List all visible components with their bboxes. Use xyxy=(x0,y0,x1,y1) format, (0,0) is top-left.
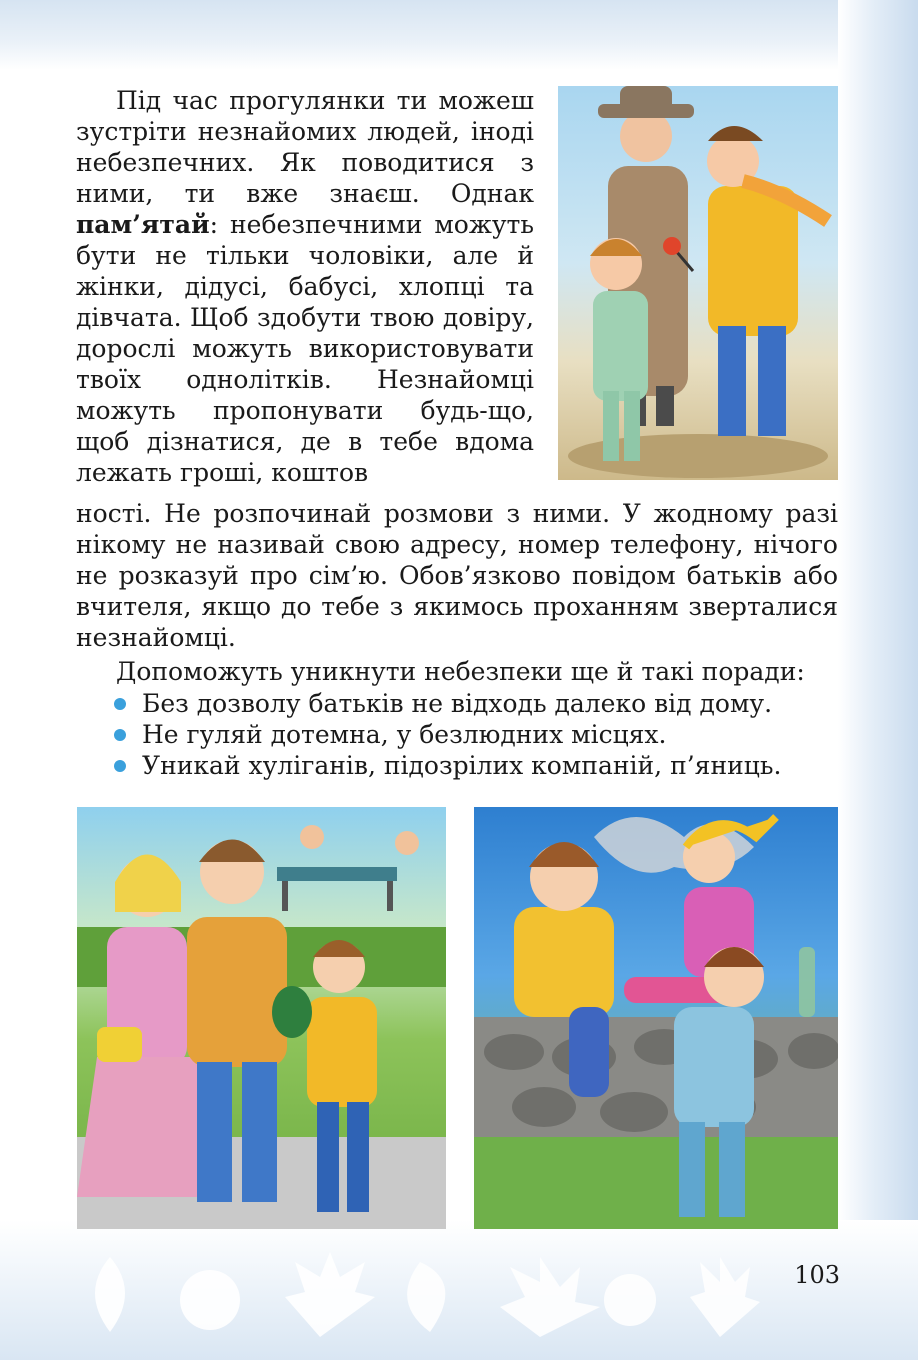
bullet-icon xyxy=(114,760,126,772)
paragraph-intro-lead: Під час прогулянки ти можеш зустріти незнайомих людей, іноді небезпечних. Як поводитися з ними, ти вже знаєш. Однак xyxy=(76,86,534,208)
illustration-hooligans xyxy=(474,807,838,1229)
page-background-right xyxy=(838,0,918,1360)
list-item xyxy=(112,719,842,750)
bullet-icon xyxy=(114,698,126,710)
tip-text: Уникай хуліганів, підозрілих компаній, п’яниць. xyxy=(142,751,782,780)
illustration-family-park xyxy=(77,807,446,1229)
paragraph-intro-after-emphasis: : небезпечними можуть бути не тільки чоловіки, але й жінки, дідусі, бабусі, хлопці та дівчата. Щоб здобути твою довіру, дорослі можуть використовувати твоїх однолітків. Незнайомці можуть пропонувати будь-що, щоб дізнатися, де в тебе вдома лежать гроші, коштов xyxy=(76,210,534,487)
tips-list xyxy=(112,688,842,781)
page-background-top xyxy=(0,0,918,70)
page-number: 103 xyxy=(794,1261,840,1289)
tip-text: Без дозволу батьків не відходь далеко від дому. xyxy=(142,689,773,718)
tips-intro: Допоможуть уникнути небезпеки ще й такі поради: xyxy=(116,657,805,686)
paragraph-intro-continuation: ності. Не розпочинай розмови з ними. У жодному разі нікому не називай свою адресу, номер телефону, нічого не розказуй про сім’ю. Обов’язково повідом батьків або вчителя, якщо до тебе з якимось проханням зверталися незнайомці. xyxy=(76,499,838,652)
paragraph-intro xyxy=(76,85,534,488)
decorative-leaves xyxy=(70,1252,760,1342)
list-item xyxy=(112,750,842,781)
list-item xyxy=(112,688,842,719)
bullet-icon xyxy=(114,729,126,741)
illustration-strangers xyxy=(558,86,838,480)
tip-text: Не гуляй дотемна, у безлюдних місцях. xyxy=(142,720,667,749)
paragraph-intro-emphasis: пам’ятай xyxy=(76,210,210,239)
